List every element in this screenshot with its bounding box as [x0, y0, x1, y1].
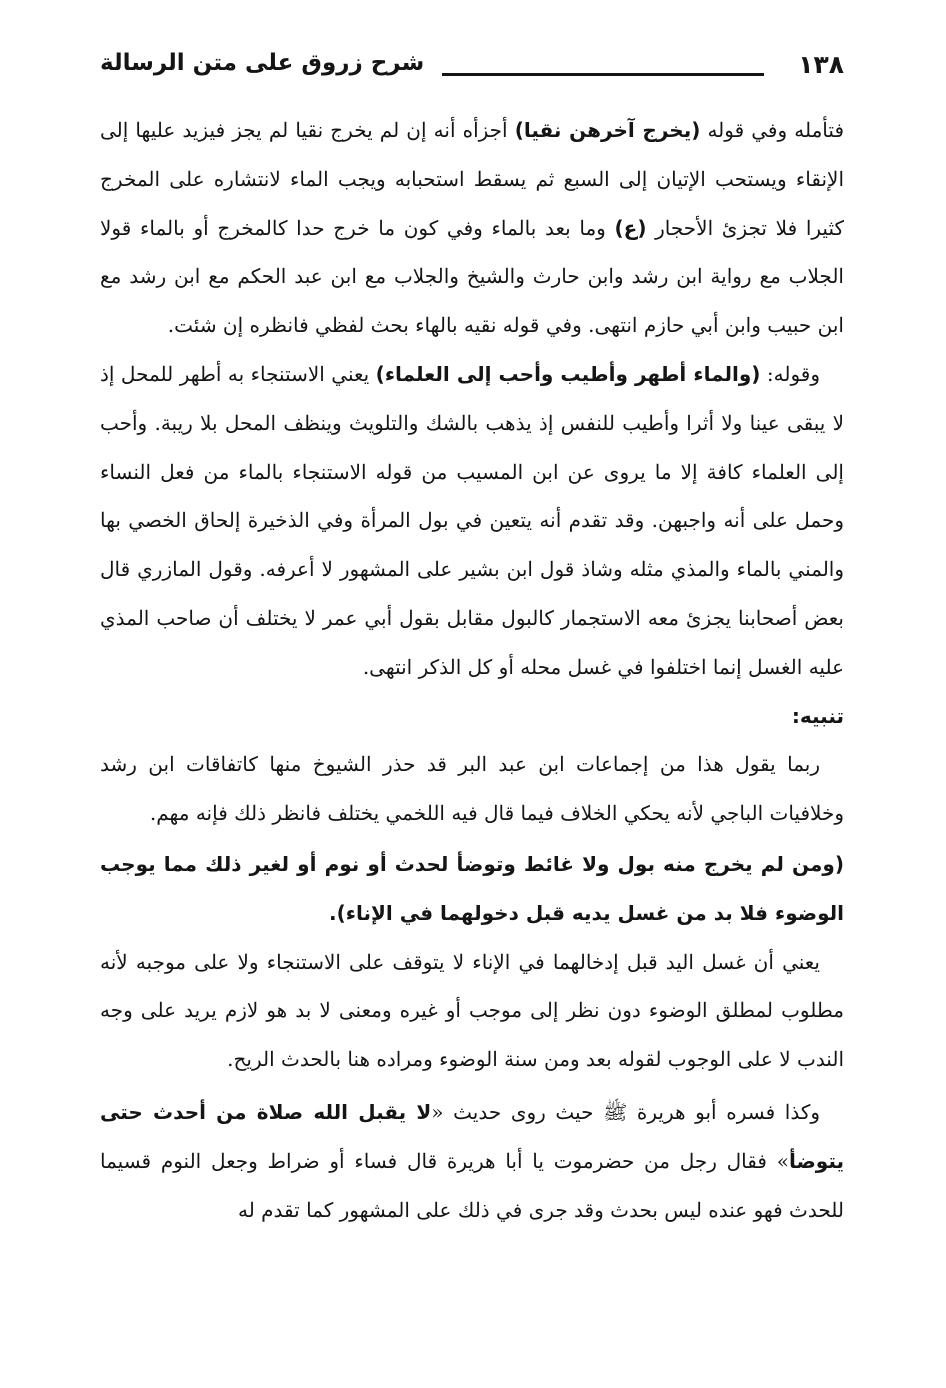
text-run: وقوله:: [760, 361, 820, 386]
body-text: [100, 106, 844, 1234]
running-title: شرح زروق على متن الرسالة: [100, 50, 425, 76]
text-run: فتأمله وفي قوله: [700, 118, 845, 142]
matn-passage: [100, 840, 844, 938]
text-run: ربما يقول هذا من إجماعات ابن عبد البر قد حذر الشيوخ منها كاتفاقات ابن رشد وخلافيات الباجي لأنه يحكي الخلاف فيما قال فيه اللخمي يختلف فانظر ذلك فإنه مهم.: [100, 752, 844, 826]
quoted-matn-phrase: (والماء أطهر وأطيب وأحب إلى العلماء): [375, 361, 761, 386]
section-heading: [100, 692, 844, 741]
text-run: يعني أن غسل اليد قبل إدخالهما في الإناء لا يتوقف على الاستنجاء ولا على موجبه لأنه مطلوب لمطلق الوضوء دون نظر إلى موجب أو غيره ومعنى لا بد هو لازم يريد على وجه الندب لا على الوجوب لقوله بعد ومن سنة الوضوء ومراده هنا بالحدث الريح.: [100, 949, 844, 1072]
hadith-quote: لا يقبل الله صلاة من أحدث حتى يتوضأ: [100, 1099, 844, 1173]
paragraph: [100, 938, 844, 1084]
paragraph: [100, 1088, 844, 1234]
paragraph: [100, 106, 844, 350]
matn-text: (ومن لم يخرج منه بول ولا غائط وتوضأ لحدث أو نوم أو لغير ذلك مما يوجب الوضوء فلا بد من غسل يديه قبل دخولهما في الإناء).: [100, 851, 844, 925]
quoted-matn-phrase: (يخرج آخرهن نقيا): [514, 118, 701, 142]
text-run: أجزأه أنه إن لم يخرج نقيا لم يجز فيزيد عليها إلى الإنقاء ويستحب الإتيان إلى السبع ثم يسقط استحبابه ويجب الماء لانتشاره على المخرج كثيرا فلا تجزئ الأحجار: [100, 118, 844, 240]
heading-text: تنبيه:: [791, 703, 844, 728]
page-header: [100, 46, 844, 96]
text-run: يعني الاستنجاء به أطهر للمحل إذ لا يبقى عينا ولا أثرا وأطيب للنفس إذ يذهب بالشك والتلويث وينظف المحل بلا ريبة. وأحب إلى العلماء كافة إلا ما يروى عن ابن المسيب من قوله الاستنجاء بالماء من فعل النساء وحمل على أنه واجبهن. وقد تقدم أنه يتعين في بول المرأة وفي الذخيرة إلحاق الخصي بها والمني بالماء والمذي مثله وشاذ قول ابن بشير على المشهور لا أعرفه. وقول المازري قال بعض أصحابنا يجزئ معه الاستجمار كالبول مقابل بقول أبي عمر لا يختلف أن صاحب المذي عليه الغسل إنما اختلفوا في غسل محله أو كل الذكر انتهى.: [100, 361, 844, 679]
text-run: وما بعد بالماء وفي كون ما خرج حدا كالمخرج أو بالماء قولا الجلاب مع رواية ابن رشد وابن حارث والشيخ والجلاب مع ابن عبد الحكم مع ابن رشد مع ابن حبيب وابن أبي حازم انتهى. وفي قوله نقيه بالهاء بحث لفظي فانظره إن شئت.: [100, 215, 844, 338]
page-number: ١٣٨: [798, 50, 844, 79]
paragraph: [100, 740, 844, 838]
header-rule: [442, 73, 764, 76]
text-run: » فقال رجل من حضرموت يا أبا هريرة قال فساء أو ضراط وجعل النوم قسيما للحدث فهو عنده ليس بحدث وقد جرى في ذلك على المشهور كما تقدم له: [100, 1148, 844, 1222]
paragraph: [100, 350, 844, 692]
quoted-matn-phrase: (ع): [614, 215, 647, 240]
text-run: وكذا فسره أبو هريرة ﷺ حيث روى حديث «: [431, 1099, 820, 1124]
